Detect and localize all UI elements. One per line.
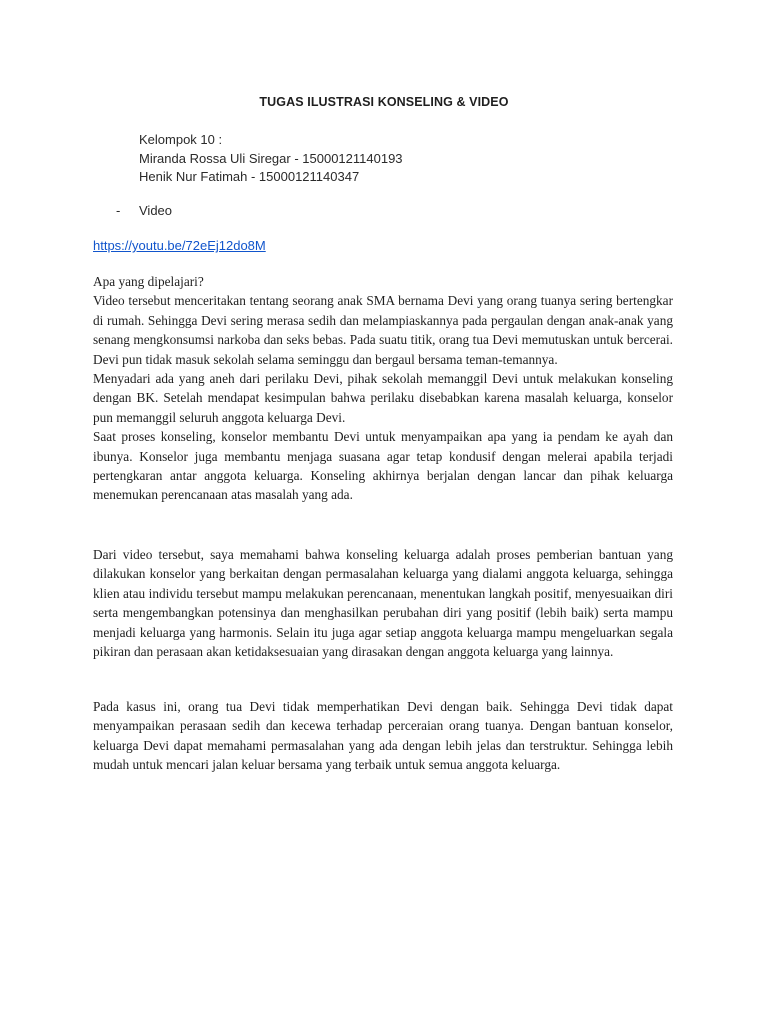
bullet-marker: - — [116, 203, 121, 218]
group-member: Miranda Rossa Uli Siregar - 15000121140193 — [139, 150, 403, 166]
group-member: Henik Nur Fatimah - 15000121140347 — [139, 169, 360, 184]
bullet-text: Video — [139, 203, 173, 218]
group-info — [139, 131, 403, 187]
understanding-paragraph: Dari video tersebut, saya memahami bahwa konseling keluarga adalah proses pemberian bantuan yang dilakukan konselor yang berkaitan dengan permasalahan keluarga yang dialami anggota keluarga, sehingga klien atau individu tersebut mampu melakukan perencanaan, menentukan langkah positif, menyesuaikan diri serta mengembangkan potensinya dan menghasilkan perubahan diri yang positif (lebih baik) serta mampu menjadi keluarga yang harmonis. Selain itu juga agar setiap anggota keluarga mampu mengeluarkan segala pikiran dan perasaan akan ketidaksesuaian yang dirasakan dengan anggota keluarga yang lainnya. — [93, 547, 673, 660]
case-paragraph: Pada kasus ini, orang tua Devi tidak memperhatikan Devi dengan baik. Sehingga Devi tidak dapat menyampaikan perasaan sedih dan kecewa terhadap perceraian orang tuanya. Dengan bantuan konselor, keluarga Devi dapat memahami permasalahan yang ada dengan lebih jelas dan terstruktur. Sehingga lebih mudah untuk mencari jalan keluar bersama yang terbaik untuk semua anggota keluarga. — [93, 699, 673, 773]
section-paragraph: Menyadari ada yang aneh dari perilaku Devi, pihak sekolah memanggil Devi untuk melakukan konseling dengan BK. Setelah mendapat kesimpulan bahwa perilaku disebabkan karena masalah keluarga, konselor pun memanggil seluruh anggota keluarga Devi. — [93, 371, 673, 425]
case-section — [93, 697, 673, 775]
video-link[interactable]: https://youtu.be/72eEj12do8M — [93, 238, 266, 253]
section-paragraph: Video tersebut menceritakan tentang seorang anak SMA bernama Devi yang orang tuanya sering bertengkar di rumah. Sehingga Devi sering merasa sedih dan melampiaskannya pada pergaulan dengan anak-anak yang senang mengkonsumsi narkoba dan seks bebas. Pada suatu titik, orang tua Devi memutuskan untuk bercerai. Devi pun tidak masuk sekolah selama seminggu dan bergaul bersama teman-temannya. — [93, 293, 673, 367]
learning-section — [93, 272, 673, 505]
understanding-section — [93, 545, 673, 661]
section-paragraph: Saat proses konseling, konselor membantu Devi untuk menyampaikan apa yang ia pendam ke ayah dan ibunya. Konselor juga membantu menjaga suasana agar tetap kondusif dengan melerai apabila terjadi pertengkaran antar anggota keluarga. Konseling akhirnya berjalan dengan lancar dan pihak keluarga menemukan perencanaan atas masalah yang ada. — [93, 429, 673, 503]
bullet-item-video — [116, 202, 172, 220]
document-title: TUGAS ILUSTRASI KONSELING & VIDEO — [259, 95, 509, 109]
section-question: Apa yang dipelajari? — [93, 274, 204, 289]
group-label: Kelompok 10 : — [139, 132, 223, 147]
